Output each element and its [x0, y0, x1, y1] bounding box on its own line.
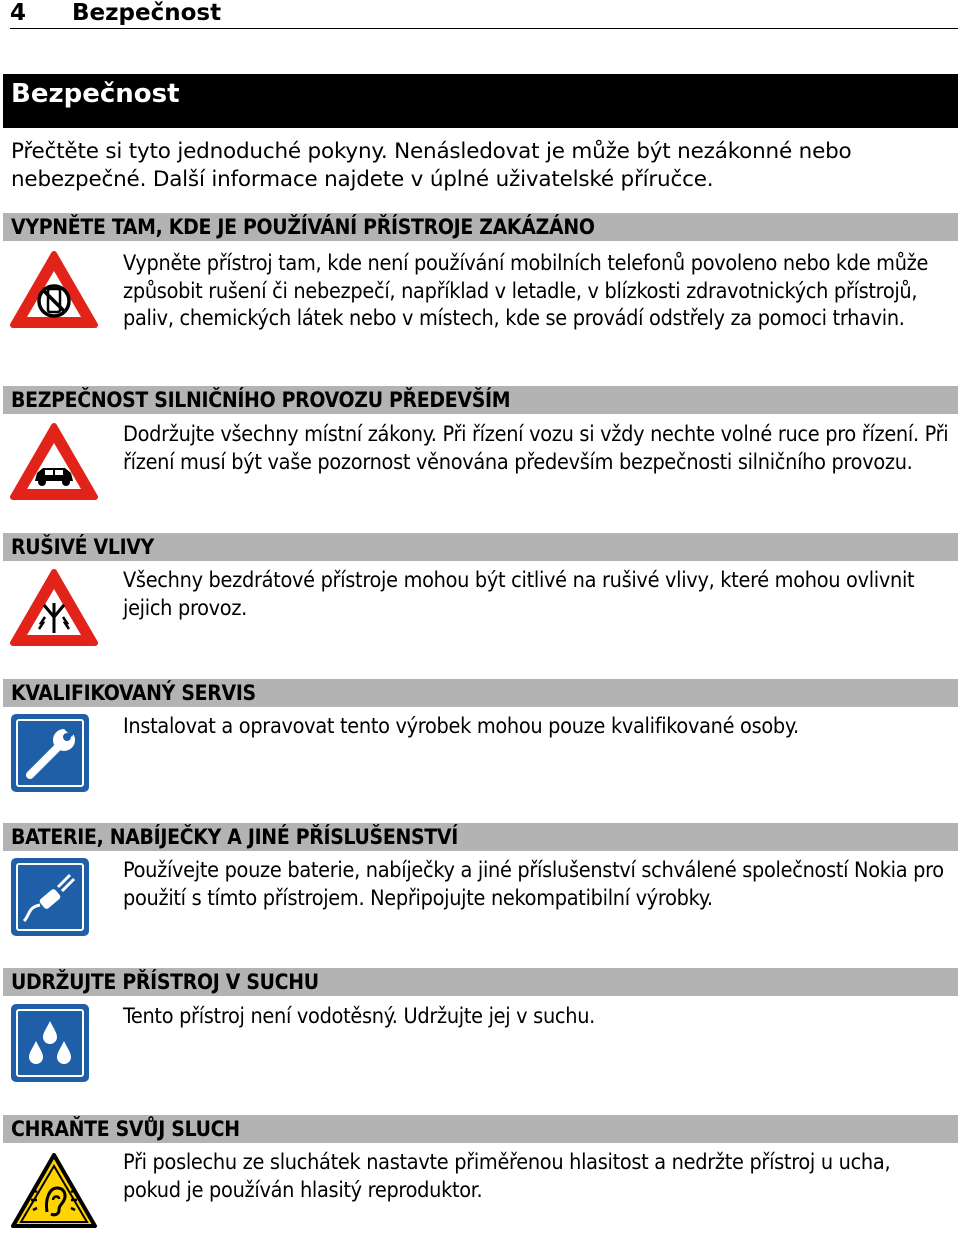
page-number: 4 [10, 0, 27, 26]
section-heading-switch-off: VYPNĚTE TAM, KDE JE POUŽÍVÁNÍ PŘÍSTROJE ZAKÁZÁNO [3, 213, 958, 241]
water-drops-icon [10, 1003, 90, 1083]
interference-warning-icon [9, 567, 99, 649]
section-text-interference: Všechny bezdrátové přístroje mohou být citlivé na rušivé vlivy, které mohou ovlivnit jejich provoz. [123, 568, 915, 621]
section-text-keep-dry: Tento přístroj není vodotěsný. Udržujte jej v suchu. [123, 1004, 596, 1029]
section-heading-qualified-service: KVALIFIKOVANÝ SERVIS [3, 679, 958, 707]
section-text-qualified-service: Instalovat a opravovat tento výrobek mohou pouze kvalifikované osoby. [123, 714, 799, 739]
section-heading-keep-dry: UDRŽUJTE PŘÍSTROJ V SUCHU [3, 968, 958, 996]
section-heading-accessories: BATERIE, NABÍJEČKY A JINÉ PŘÍSLUŠENSTVÍ [3, 823, 958, 851]
chapter-title: Bezpečnost [72, 0, 222, 26]
page-title: Bezpečnost [3, 74, 958, 128]
car-warning-icon [9, 421, 99, 503]
charger-plug-icon [10, 857, 90, 937]
section-heading-interference: RUŠIVÉ VLIVY [3, 533, 958, 561]
section-heading-road-safety: BEZPEČNOST SILNIČNÍHO PROVOZU PŘEDEVŠÍM [3, 386, 958, 414]
intro-paragraph: Přečtěte si tyto jednoduché pokyny. Nenásledovat je může být nezákonné nebo nebezpečné. Další informace najdete v úplné uživatelské příručce. [11, 139, 852, 192]
section-text-protect-hearing: Při poslechu ze sluchátek nastavte přiměřenou hlasitost a nedržte přístroj u ucha, pokud je používán hlasitý reproduktor. [123, 1150, 891, 1203]
running-header [10, 0, 958, 29]
section-text-road-safety: Dodržujte všechny místní zákony. Při řízení vozu si vždy nechte volné ruce pro řízení. Při řízení musí být vaše pozornost věnována především bezpečnosti silničního provozu. [123, 422, 949, 475]
no-phone-warning-icon [9, 249, 99, 331]
section-text-switch-off: Vypněte přístroj tam, kde není používání mobilních telefonů povoleno nebo kde může způsobit rušení či nebezpečí, například v letadle, v blízkosti zdravotnických přístrojů, paliv, chemických látek nebo v místech, kde se provádí odstřely za pomoci trhavin. [123, 251, 929, 331]
hearing-warning-icon [9, 1150, 99, 1232]
section-text-accessories: Používejte pouze baterie, nabíječky a jiné příslušenství schválené společností Nokia pro použití s tímto přístrojem. Nepřipojujte nekompatibilní výrobky. [123, 858, 944, 911]
wrench-icon [10, 713, 90, 793]
section-heading-protect-hearing: CHRAŇTE SVŮJ SLUCH [3, 1115, 958, 1143]
